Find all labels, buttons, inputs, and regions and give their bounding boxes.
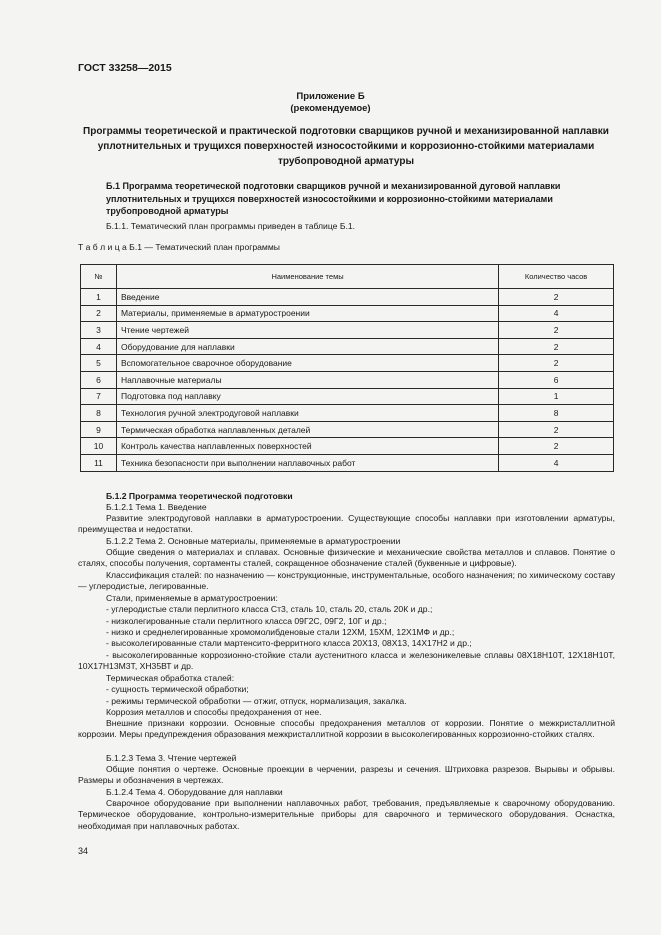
row-topic: Техника безопасности при выполнении наплавочных работ (116, 454, 498, 471)
table-row (81, 355, 614, 372)
steel-list-item-5: - высоколегированные коррозионно-стойкие стали аустенитного класса и железоникелевые сплавы 08Х18Н10Т, 12Х18Н10Т, 10Х17Н13М3Т, ХН35ВТ и др. (78, 650, 615, 672)
row-hours: 2 (499, 289, 614, 306)
steel-list-item-1: - углеродистые стали перлитного класса Ст3, сталь 10, сталь 20, сталь 20К и др.; (106, 604, 433, 614)
topic2-text1: Общие сведения о материалах и сплавах. Основные физические и механические свойства металлов и сплавов. Понятие о сталях, способы получения, сортаменты сталей, сокращенное обозначение сталей (буквенные и цифровые). (78, 547, 615, 569)
section-heading-b1: Б.1 Программа теоретической подготовки сварщиков ручной и механизированной дуговой наплавки уплотнительных и трущихся поверхностей износостойкими и коррозионно-стойкими материалами трубопроводной арматуры (106, 181, 561, 216)
topic2-text3: Стали, применяемые в арматуростроении: (106, 593, 278, 603)
row-number: 2 (81, 305, 117, 322)
main-title: Программы теоретической и практической подготовки сварщиков ручной и механизированной наплавки уплотнительных и трущихся поверхностей износостойкими и коррозионно-стойкими материалами трубопроводной арматуры (83, 126, 609, 167)
topic1-title: Б.1.2.1 Тема 1. Введение (106, 502, 207, 512)
row-number: 6 (81, 371, 117, 388)
topic4-text: Сварочное оборудование при выполнении наплавочных работ, требования, предъявляемые к сварочному оборудованию. Термическое оборудование, контрольно-измерительные приборы для сварочного и термического оборудования. Оснастка, необходимая при наплавочных работах. (78, 798, 615, 831)
row-hours: 2 (499, 355, 614, 372)
row-topic: Наплавочные материалы (116, 371, 498, 388)
thematic-plan-table (80, 264, 614, 472)
row-topic: Чтение чертежей (116, 322, 498, 339)
appendix-title: Приложение Б (296, 91, 365, 102)
topic2-title: Б.1.2.2 Тема 2. Основные материалы, применяемые в арматуростроении (106, 536, 401, 546)
row-topic: Вспомогательное сварочное оборудование (116, 355, 498, 372)
steel-list-item-2: - низколегированные стали перлитного класса 09Г2С, 09Г2, 10Г и др.; (106, 616, 387, 626)
table-row (81, 322, 614, 339)
row-number: 1 (81, 289, 117, 306)
table-caption: Т а б л и ц а Б.1 — Тематический план программы (78, 242, 280, 252)
row-hours: 2 (499, 338, 614, 355)
table-header-row (81, 265, 614, 289)
topic2-text6: Внешние признаки коррозии. Основные способы предохранения металлов от коррозии. Понятие о межкристаллитной коррозии. Меры предупреждения образования межкристаллитной коррозии в высоколегированных коррозионно-стойких сталях. (78, 718, 615, 740)
row-topic: Технология ручной электродуговой наплавки (116, 405, 498, 422)
row-topic: Материалы, применяемые в арматуростроении (116, 305, 498, 322)
topic3-title: Б.1.2.3 Тема 3. Чтение чертежей (106, 753, 237, 763)
row-number: 5 (81, 355, 117, 372)
row-topic: Термическая обработка наплавленных деталей (116, 421, 498, 438)
table-row (81, 438, 614, 455)
row-hours: 6 (499, 371, 614, 388)
table-row (81, 305, 614, 322)
paragraph-b11: Б.1.1. Тематический план программы приведен в таблице Б.1. (106, 221, 356, 231)
steel-list-item-3: - низко и среднелегированные хромомолибденовые стали 12ХМ, 15ХМ, 12Х1МФ и др.; (106, 627, 455, 637)
topic3-text: Общие понятия о чертеже. Основные проекции в черчении, разрезы и сечения. Штриховка разрезов. Вырывы и обрывы. Размеры и обозначения в чертежах. (78, 764, 615, 786)
topic1-text: Развитие электродуговой наплавки в арматуростроении. Существующие способы наплавки при изготовлении арматуры, преимущества и недостатки. (78, 513, 615, 535)
row-topic: Подготовка под наплавку (116, 388, 498, 405)
row-number: 10 (81, 438, 117, 455)
row-number: 3 (81, 322, 117, 339)
table-row (81, 388, 614, 405)
row-number: 9 (81, 421, 117, 438)
table-row (81, 421, 614, 438)
header-hours: Количество часов (499, 265, 614, 289)
topic2-text2: Классификация сталей: по назначению — конструкционные, инструментальные, особого назначения; по химическому составу — углеродистые, легированные. (78, 570, 615, 592)
table-row (81, 405, 614, 422)
heat-treatment-item-1: - сущность термической обработки; (106, 684, 249, 694)
row-number: 7 (81, 388, 117, 405)
row-hours: 1 (499, 388, 614, 405)
row-topic: Оборудование для наплавки (116, 338, 498, 355)
table-row (81, 289, 614, 306)
steel-list-item-4: - высоколегированные стали мартенсито-ферритного класса 20Х13, 08Х13, 14Х17Н2 и др.; (106, 638, 472, 648)
row-hours: 2 (499, 322, 614, 339)
row-hours: 4 (499, 305, 614, 322)
table-row (81, 371, 614, 388)
row-number: 11 (81, 454, 117, 471)
header-number: № (81, 265, 117, 289)
row-number: 8 (81, 405, 117, 422)
topic4-title: Б.1.2.4 Тема 4. Оборудование для наплавки (106, 787, 283, 797)
heading-b12: Б.1.2 Программа теоретической подготовки (106, 491, 293, 501)
appendix-status: (рекомендуемое) (290, 103, 371, 114)
heat-treatment-item-2: - режимы термической обработки — отжиг, отпуск, нормализация, закалка. (106, 696, 407, 706)
table-row (81, 338, 614, 355)
row-hours: 4 (499, 454, 614, 471)
page-number: 34 (78, 846, 89, 856)
header-topic: Наименование темы (116, 265, 498, 289)
row-number: 4 (81, 338, 117, 355)
standard-number: ГОСТ 33258—2015 (78, 62, 172, 74)
topic2-text4: Термическая обработка сталей: (106, 673, 235, 683)
row-topic: Введение (116, 289, 498, 306)
row-hours: 8 (499, 405, 614, 422)
topic2-text5: Коррозия металлов и способы предохранения от нее. (106, 707, 322, 717)
row-hours: 2 (499, 438, 614, 455)
row-topic: Контроль качества наплавленных поверхностей (116, 438, 498, 455)
table-row (81, 454, 614, 471)
row-hours: 2 (499, 421, 614, 438)
